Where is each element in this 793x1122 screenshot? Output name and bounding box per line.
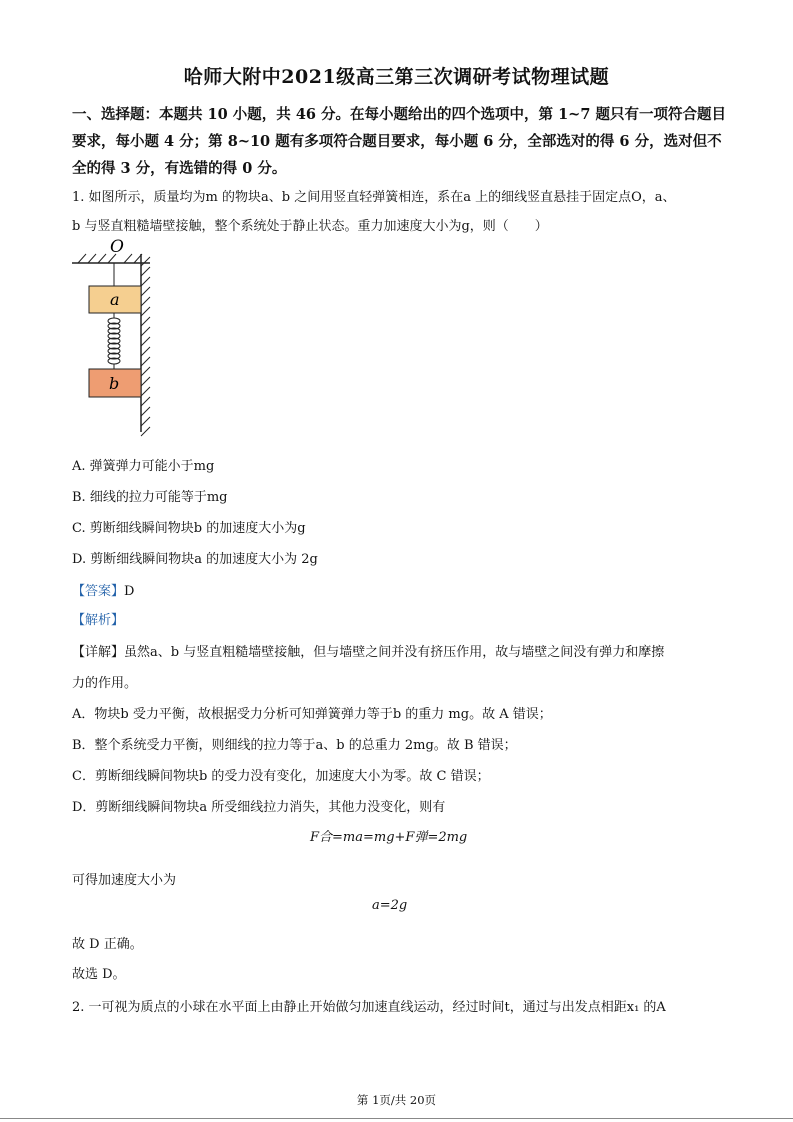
explanation-d: D．剪断细线瞬间物块a 所受细线拉力消失，其他力没变化，则有	[72, 800, 446, 815]
option-a: A. 弹簧弹力可能小于mg	[72, 459, 215, 474]
q1-stem-line2: b 与竖直粗糙墙壁接触，整个系统处于静止状态。重力加速度大小为g，则（ ）	[72, 219, 548, 234]
spring-block-figure	[66, 232, 166, 442]
detail-row	[72, 641, 664, 660]
option-d: D. 剪断细线瞬间物块a 的加速度大小为 2g	[72, 552, 318, 567]
equation-net-force: F合=ma=mg+F弹=2mg	[310, 830, 468, 845]
conclusion: 故 D 正确。	[72, 937, 143, 952]
spring	[108, 313, 120, 369]
detail-tag: 【详解】	[72, 645, 125, 660]
option-c: C. 剪断细线瞬间物块b 的加速度大小为g	[72, 521, 306, 536]
detail-line1: 虽然a、b 与竖直粗糙墙壁接触，但与墙壁之间并没有挤压作用，故与墙壁之间没有弹力和摩擦	[124, 645, 665, 660]
q2-stem: 2. 一可视为质点的小球在水平面上由静止开始做匀加速直线运动，经过时间t，通过与出发点相距x₁ 的A	[72, 1000, 666, 1015]
final-choice: 故选 D。	[72, 967, 126, 982]
point-o-label: O	[110, 237, 124, 257]
accel-intro: 可得加速度大小为	[72, 873, 177, 888]
footer-divider	[0, 1118, 793, 1119]
q1-stem-line1: 1. 如图所示，质量均为m 的物块a、b 之间用竖直轻弹簧相连，系在a 上的细线竖直悬挂于固定点O，a、	[72, 190, 676, 205]
block-b-label: b	[109, 374, 120, 393]
page-title: 哈师大附中2021级高三第三次调研考试物理试题	[183, 66, 610, 88]
answer-row	[72, 580, 134, 599]
option-b: B. 细线的拉力可能等于mg	[72, 490, 228, 505]
section-header: 一、选择题：本题共 10 小题，共 46 分。在每小题给出的四个选项中，第 1~7 题只有一项符合题目要求，每小题 4 分；第 8~10 题有多项符合题目要求，每小题 6 分，全部选对的得 6 分，选对但不全的得 3 分，有选错的得 0 分。	[72, 106, 726, 177]
equation-accel: a=2g	[372, 898, 408, 913]
explanation-a: A．物块b 受力平衡，故根据受力分析可知弹簧弹力等于b 的重力 mg。故 A 错误；	[72, 707, 552, 722]
explanation-b: B．整个系统受力平衡，则细线的拉力等于a、b 的总重力 2mg。故 B 错误；	[72, 738, 517, 753]
detail-line2: 力的作用。	[72, 676, 138, 691]
analysis-tag: 【解析】	[72, 613, 125, 628]
block-a-label: a	[110, 290, 120, 309]
page-footer: 第 1页/共 20页	[356, 1093, 437, 1107]
answer-value: D	[124, 584, 135, 599]
answer-tag: 【答案】	[72, 584, 125, 599]
explanation-c: C．剪断细线瞬间物块b 的受力没有变化，加速度大小为零。故 C 错误；	[72, 769, 490, 784]
